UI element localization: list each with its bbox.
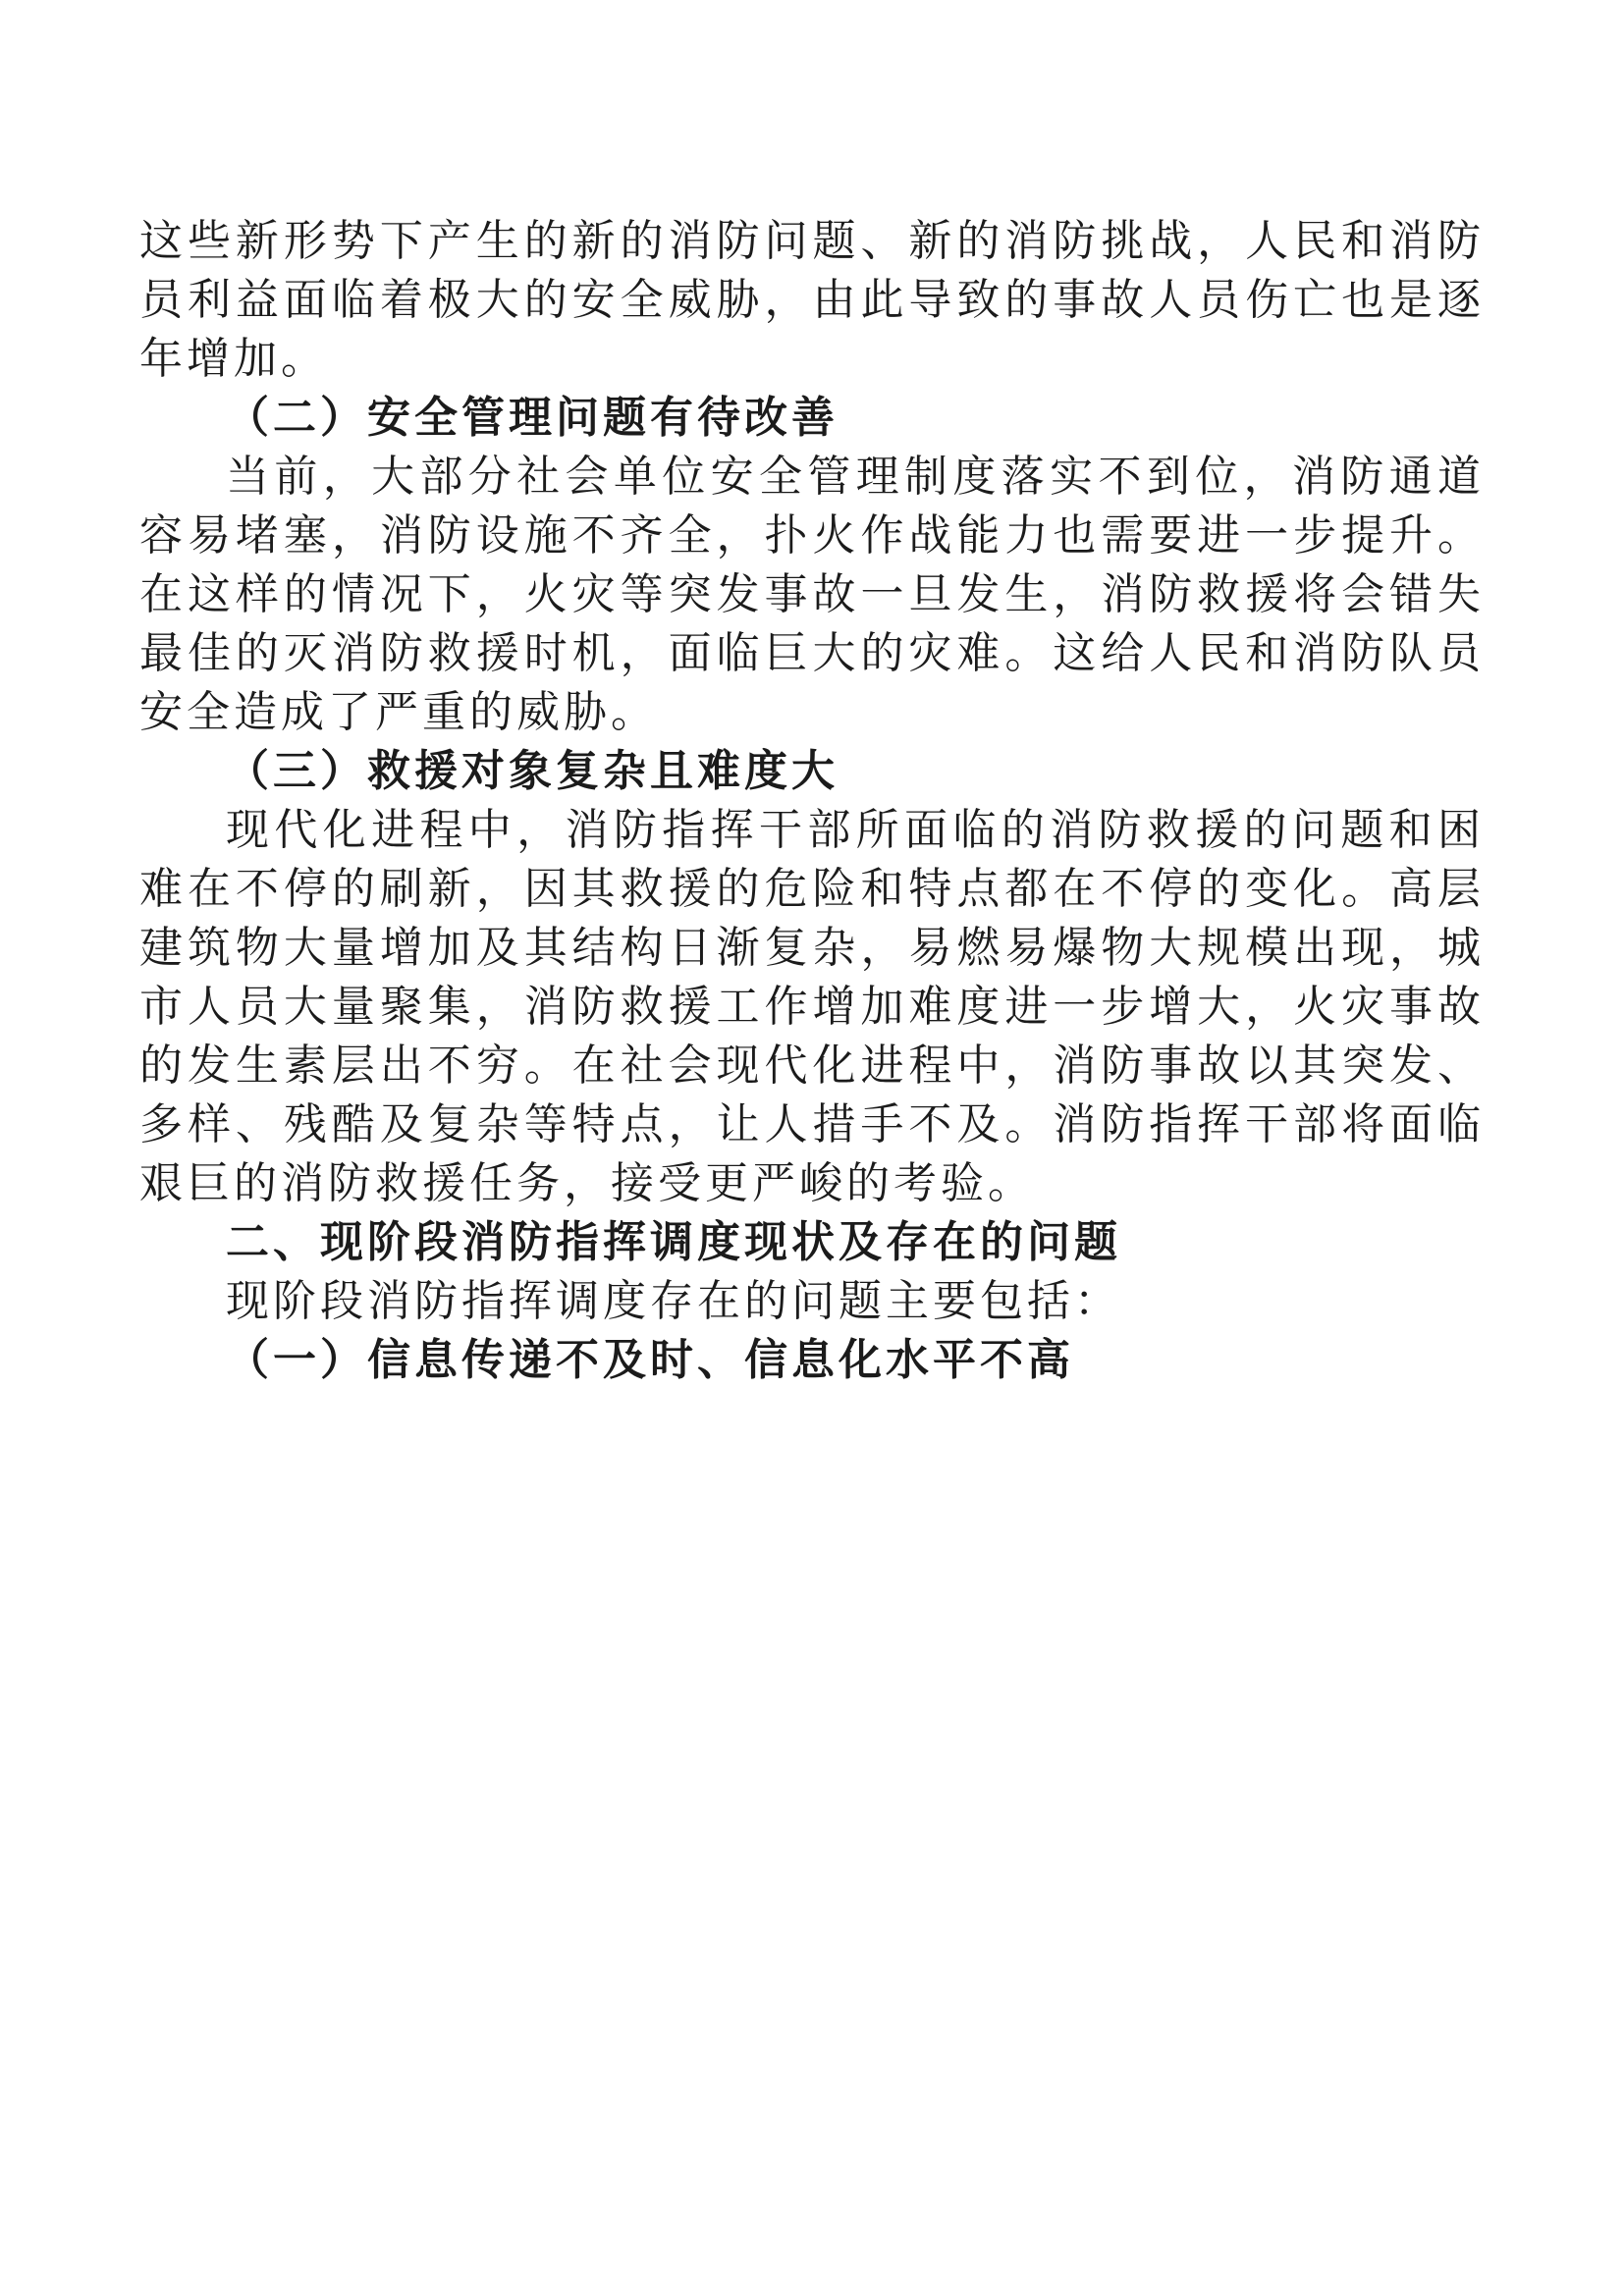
section-heading: 二、现阶段消防指挥调度现状及存在的问题 — [226, 1218, 1121, 1266]
paragraph: 现阶段消防指挥调度存在的问题主要包括： — [226, 1277, 1121, 1325]
paragraph: 这些新形势下产生的新的消防问题、新的消防挑战，人民和消防员利益面临着极大的安全威胁，由此导致的事故人员伤亡也是逐年增加。 — [139, 217, 1485, 383]
section-heading: （二）安全管理问题有待改善 — [226, 394, 839, 442]
section-heading: （一）信息传递不及时、信息化水平不高 — [226, 1336, 1074, 1384]
section-heading: （三）救援对象复杂且难度大 — [226, 747, 839, 795]
document-body — [139, 212, 1485, 1390]
paragraph: 现代化进程中，消防指挥干部所面临的消防救援的问题和困难在不停的刷新，因其救援的危险和特点都在不停的变化。高层建筑物大量增加及其结构日渐复杂，易燃易爆物大规模出现，城市人员大量聚集，消防救援工作增加难度进一步增大，火灾事故的发生素层出不穷。在社会现代化进程中，消防事故以其突发、多样、残酷及复杂等特点，让人措手不及。消防指挥干部将面临艰巨的消防救援任务，接受更严峻的考验。 — [139, 806, 1485, 1207]
paragraph: 当前，大部分社会单位安全管理制度落实不到位，消防通道容易堵塞，消防设施不齐全，扑火作战能力也需要进一步提升。在这样的情况下，火灾等突发事故一旦发生，消防救援将会错失最佳的灭消防救援时机，面临巨大的灾难。这给人民和消防队员安全造成了严重的威胁。 — [139, 453, 1485, 736]
